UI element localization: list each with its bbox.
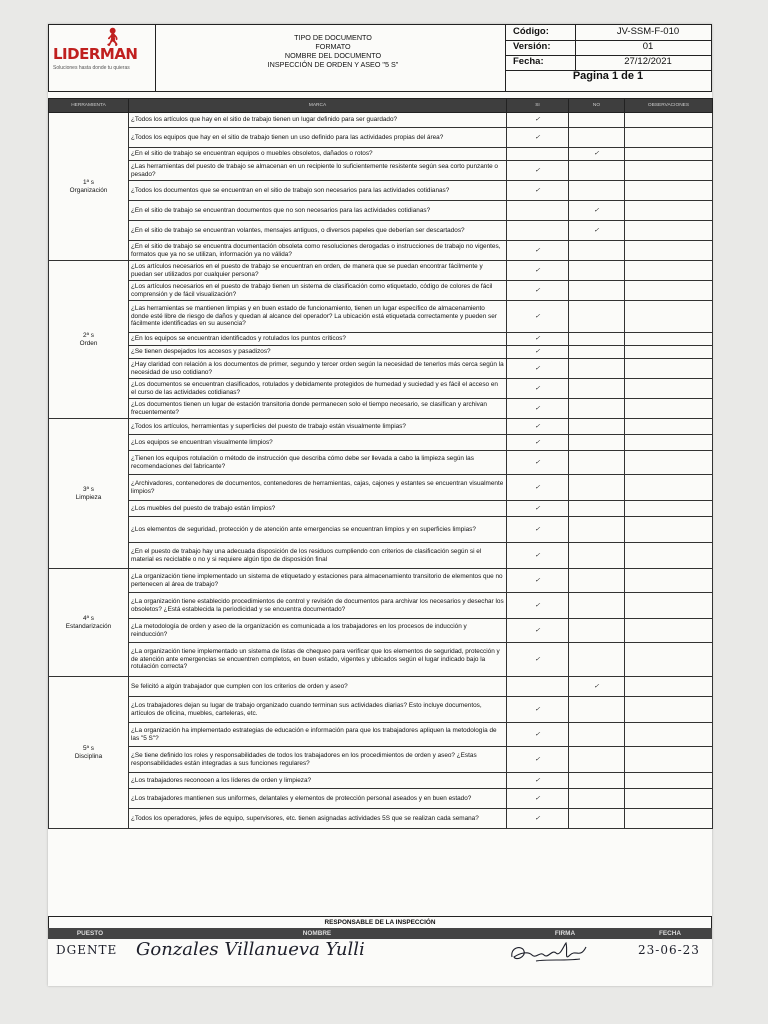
observaciones-cell bbox=[625, 241, 713, 261]
si-check-cell: ✓ bbox=[507, 399, 569, 419]
si-check-cell: ✓ bbox=[507, 113, 569, 128]
no-check-cell bbox=[569, 399, 625, 419]
observaciones-cell bbox=[625, 747, 713, 773]
firma-label: FIRMA bbox=[554, 930, 576, 937]
no-check-cell bbox=[569, 773, 625, 789]
observaciones-cell bbox=[625, 221, 713, 241]
question-cell: ¿En el sitio de trabajo se encuentra documentación obsoleta como resoluciones derogadas o instrucciones de trabajo no vigentes, formatos que ya no se utilizan, información ya no válida? bbox=[129, 241, 507, 261]
table-row bbox=[49, 809, 713, 829]
doc-type: FORMATO bbox=[315, 42, 351, 51]
question-cell: Se felicitó a algún trabajador que cumplen con los criterios de orden y aseo? bbox=[129, 677, 507, 697]
table-row bbox=[49, 773, 713, 789]
observaciones-cell bbox=[625, 379, 713, 399]
company-logo bbox=[53, 27, 141, 85]
question-cell: ¿Los trabajadores reconocen a los líderes de orden y limpieza? bbox=[129, 773, 507, 789]
question-cell: ¿Se tiene definido los roles y responsabilidades de todos los trabajadores en los procedimientos de orden y aseo? ¿Estas responsabilidades están integradas a sus funciones regulares? bbox=[129, 747, 507, 773]
si-check-cell: ✓ bbox=[507, 619, 569, 643]
col-si: SI bbox=[507, 99, 569, 113]
observaciones-cell bbox=[625, 809, 713, 829]
col-no: NO bbox=[569, 99, 625, 113]
table-row bbox=[49, 148, 713, 161]
question-cell: ¿Todos los equipos que hay en el sitio de trabajo tienen un uso definido para las actividades propias del área? bbox=[129, 128, 507, 148]
responsible-values bbox=[48, 939, 712, 967]
observaciones-cell bbox=[625, 773, 713, 789]
table-row bbox=[49, 643, 713, 677]
table-row bbox=[49, 789, 713, 809]
table-row bbox=[49, 161, 713, 181]
fecha-value: 23-06-23 bbox=[638, 943, 700, 957]
si-check-cell: ✓ bbox=[507, 569, 569, 593]
codigo-row: Código: JV-SSM-F-010 bbox=[505, 25, 711, 41]
signature bbox=[506, 939, 598, 967]
no-check-cell bbox=[569, 161, 625, 181]
codigo-value: JV-SSM-F-010 bbox=[616, 26, 680, 37]
observaciones-cell bbox=[625, 333, 713, 346]
puesto-value: DGENTE bbox=[56, 943, 118, 957]
question-cell: ¿La organización tiene establecido procedimientos de control y revisión de documentos para archivar los necesarios y desechar los obsoletos? ¿Está establecida la periodicidad y se encuentra documentado? bbox=[129, 593, 507, 619]
question-cell: ¿En el sitio de trabajo se encuentran equipos o muebles obsoletos, dañados o rotos? bbox=[129, 148, 507, 161]
responsible-header bbox=[48, 928, 712, 939]
observaciones-cell bbox=[625, 475, 713, 501]
observaciones-cell bbox=[625, 128, 713, 148]
question-cell: ¿Las herramientas se mantienen limpias y en buen estado de funcionamiento, tienen un lugar específico de almacenamiento donde esté libre de riesgo de daños y quedan al alcance del operador? La ubicación está etiquetada correctamente y pueden ser fácilmente identificadas en su ausencia? bbox=[129, 301, 507, 333]
question-cell: ¿En el puesto de trabajo hay una adecuada disposición de los residuos cumpliendo con criterios de clasificación según si el material es reciclable o no y si requiere algún tipo de disposición final bbox=[129, 543, 507, 569]
no-check-cell bbox=[569, 419, 625, 435]
table-row bbox=[49, 569, 713, 593]
no-check-cell bbox=[569, 333, 625, 346]
table-row bbox=[49, 517, 713, 543]
table-row bbox=[49, 201, 713, 221]
document-header bbox=[48, 24, 712, 92]
observaciones-cell bbox=[625, 201, 713, 221]
no-check-cell bbox=[569, 241, 625, 261]
question-cell: ¿Los muebles del puesto de trabajo están limpios? bbox=[129, 501, 507, 517]
table-row bbox=[49, 723, 713, 747]
question-cell: ¿Las herramientas del puesto de trabajo se almacenan en un recipiente lo suficientemente resistente según sea corto punzante o pesado? bbox=[129, 161, 507, 181]
table-row bbox=[49, 128, 713, 148]
table-row bbox=[49, 399, 713, 419]
observaciones-cell bbox=[625, 619, 713, 643]
question-cell: ¿Se tienen despejados los accesos y pasadizos? bbox=[129, 346, 507, 359]
no-check-cell bbox=[569, 569, 625, 593]
logo-tagline: Soluciones hasta donde tu quieras bbox=[53, 65, 130, 71]
no-check-cell bbox=[569, 128, 625, 148]
table-row bbox=[49, 181, 713, 201]
observaciones-cell bbox=[625, 148, 713, 161]
inspection-table bbox=[48, 98, 713, 829]
question-cell: ¿En los equipos se encuentran identificados y rotulados los puntos críticos? bbox=[129, 333, 507, 346]
observaciones-cell bbox=[625, 435, 713, 451]
si-check-cell bbox=[507, 148, 569, 161]
no-check-cell bbox=[569, 359, 625, 379]
observaciones-cell bbox=[625, 281, 713, 301]
si-check-cell: ✓ bbox=[507, 181, 569, 201]
si-check-cell: ✓ bbox=[507, 501, 569, 517]
table-row bbox=[49, 113, 713, 128]
si-check-cell: ✓ bbox=[507, 261, 569, 281]
question-cell: ¿Todos los operadores, jefes de equipo, supervisores, etc. tienen asignadas actividades 5S que se realizan cada semana? bbox=[129, 809, 507, 829]
no-check-cell bbox=[569, 281, 625, 301]
no-check-cell bbox=[569, 697, 625, 723]
observaciones-cell bbox=[625, 501, 713, 517]
category-cell: 1ª s Organización bbox=[49, 113, 129, 261]
no-check-cell bbox=[569, 543, 625, 569]
nombre-value: Gonzales Villanueva Yulli bbox=[136, 939, 365, 960]
si-check-cell: ✓ bbox=[507, 789, 569, 809]
si-check-cell: ✓ bbox=[507, 809, 569, 829]
si-check-cell bbox=[507, 221, 569, 241]
observaciones-cell bbox=[625, 543, 713, 569]
si-check-cell: ✓ bbox=[507, 359, 569, 379]
no-check-cell bbox=[569, 301, 625, 333]
si-check-cell bbox=[507, 201, 569, 221]
si-check-cell: ✓ bbox=[507, 379, 569, 399]
nombre-label: NOMBRE bbox=[302, 930, 332, 937]
observaciones-cell bbox=[625, 181, 713, 201]
category-cell: 2ª s Orden bbox=[49, 261, 129, 419]
observaciones-cell bbox=[625, 161, 713, 181]
question-cell: ¿Todos los artículos, herramientas y superficies del puesto de trabajo están visualmente limpias? bbox=[129, 419, 507, 435]
observaciones-cell bbox=[625, 301, 713, 333]
si-check-cell: ✓ bbox=[507, 451, 569, 475]
si-check-cell: ✓ bbox=[507, 346, 569, 359]
question-cell: ¿Los documentos se encuentran clasificados, rotulados y debidamente protegidos de humedad y suciedad y es fácil el acceso en el curso de las actividades cotidianas? bbox=[129, 379, 507, 399]
question-cell: ¿La organización tiene implementado un sistema de etiquetado y estaciones para almacenamiento transitorio de elementos que no pertenecen al área de trabajo? bbox=[129, 569, 507, 593]
table-row bbox=[49, 451, 713, 475]
si-check-cell: ✓ bbox=[507, 543, 569, 569]
si-check-cell: ✓ bbox=[507, 697, 569, 723]
document-sheet bbox=[48, 24, 712, 986]
observaciones-cell bbox=[625, 261, 713, 281]
table-row bbox=[49, 747, 713, 773]
table-row bbox=[49, 346, 713, 359]
si-check-cell: ✓ bbox=[507, 419, 569, 435]
question-cell: ¿La metodología de orden y aseo de la organización es comunicada a los trabajadores en los procesos de inducción y reinducción? bbox=[129, 619, 507, 643]
no-check-cell: ✓ bbox=[569, 148, 625, 161]
header-divider bbox=[155, 25, 156, 91]
question-cell: ¿La organización ha implementado estrategias de educación e información para que los trabajadores apliquen la metodología de las "5 S"? bbox=[129, 723, 507, 747]
col-observaciones: OBSERVACIONES bbox=[625, 99, 713, 113]
table-row bbox=[49, 261, 713, 281]
responsible-title: RESPONSABLE DE LA INSPECCIÓN bbox=[48, 916, 712, 928]
no-check-cell bbox=[569, 501, 625, 517]
no-check-cell bbox=[569, 593, 625, 619]
question-cell: ¿Archivadores, contenedores de documentos, contenedores de herramientas, cajas, cajones y estantes se encuentran visualmente limpios? bbox=[129, 475, 507, 501]
si-check-cell: ✓ bbox=[507, 747, 569, 773]
table-row bbox=[49, 301, 713, 333]
question-cell: ¿En el sitio de trabajo se encuentran volantes, mensajes antiguos, o diversos papeles que deberían ser descartados? bbox=[129, 221, 507, 241]
table-row bbox=[49, 435, 713, 451]
category-cell: 4ª s Estandarización bbox=[49, 569, 129, 677]
no-check-cell bbox=[569, 619, 625, 643]
question-cell: ¿Los trabajadores mantienen sus uniformes, delantales y elementos de protección personal aseados y en buen estado? bbox=[129, 789, 507, 809]
question-cell: ¿Los trabajadores dejan su lugar de trabajo organizado cuando terminan sus actividades diarias? Esto incluye documentos, artículos de oficina, muebles, carteleras, etc. bbox=[129, 697, 507, 723]
no-check-cell: ✓ bbox=[569, 677, 625, 697]
no-check-cell bbox=[569, 517, 625, 543]
observaciones-cell bbox=[625, 723, 713, 747]
question-cell: ¿Los documentos tienen un lugar de estación transitoria donde permanecen solo el tiempo necesario, se clasifican y archivan frecuentemente? bbox=[129, 399, 507, 419]
observaciones-cell bbox=[625, 677, 713, 697]
table-row bbox=[49, 677, 713, 697]
table-row bbox=[49, 379, 713, 399]
question-cell: ¿La organización tiene implementado un sistema de listas de chequeo para verificar que los elementos de seguridad, protección y de atención ante emergencias se encuentren completos, en buen estado, vigentes y ubicados según el lugar indicado bajo la rotulación correcta? bbox=[129, 643, 507, 677]
question-cell: ¿Los elementos de seguridad, protección y de atención ante emergencias se encuentran limpios y en superficies limpias? bbox=[129, 517, 507, 543]
col-marca: MARCA bbox=[129, 99, 507, 113]
table-row bbox=[49, 501, 713, 517]
si-check-cell: ✓ bbox=[507, 517, 569, 543]
si-check-cell: ✓ bbox=[507, 301, 569, 333]
document-title-block bbox=[157, 33, 509, 69]
inspection-responsible-block bbox=[48, 916, 712, 967]
si-check-cell: ✓ bbox=[507, 128, 569, 148]
si-check-cell bbox=[507, 677, 569, 697]
observaciones-cell bbox=[625, 113, 713, 128]
col-herramienta: HERRAMIENTA bbox=[49, 99, 129, 113]
puesto-label: PUESTO bbox=[76, 930, 104, 937]
question-cell: ¿Los equipos se encuentran visualmente limpios? bbox=[129, 435, 507, 451]
no-check-cell bbox=[569, 181, 625, 201]
table-header-row bbox=[49, 99, 713, 113]
table-row bbox=[49, 543, 713, 569]
no-check-cell bbox=[569, 643, 625, 677]
table-row bbox=[49, 593, 713, 619]
fecha-label: FECHA bbox=[658, 930, 681, 937]
no-check-cell bbox=[569, 451, 625, 475]
table-row bbox=[49, 281, 713, 301]
question-cell: ¿Hay claridad con relación a los documentos de primer, segundo y tercer orden según la necesidad de tenerlos más cerca según la necesidad de uso cotidiano? bbox=[129, 359, 507, 379]
si-check-cell: ✓ bbox=[507, 723, 569, 747]
table-row bbox=[49, 241, 713, 261]
observaciones-cell bbox=[625, 451, 713, 475]
si-check-cell: ✓ bbox=[507, 435, 569, 451]
table-row bbox=[49, 419, 713, 435]
observaciones-cell bbox=[625, 359, 713, 379]
no-check-cell bbox=[569, 346, 625, 359]
doc-name: INSPECCIÓN DE ORDEN Y ASEO "5 S" bbox=[267, 60, 399, 69]
observaciones-cell bbox=[625, 569, 713, 593]
question-cell: ¿Todos los artículos que hay en el sitio de trabajo tienen un lugar definido para ser guardado? bbox=[129, 113, 507, 128]
si-check-cell: ✓ bbox=[507, 333, 569, 346]
person-icon: 🚶︎ bbox=[101, 27, 124, 47]
table-row bbox=[49, 619, 713, 643]
si-check-cell: ✓ bbox=[507, 241, 569, 261]
no-check-cell: ✓ bbox=[569, 201, 625, 221]
fecha-row: Fecha: 27/12/2021 bbox=[505, 55, 711, 71]
doc-name-label: NOMBRE DEL DOCUMENTO bbox=[284, 51, 382, 60]
no-check-cell bbox=[569, 723, 625, 747]
question-cell: ¿Los artículos necesarios en el puesto de trabajo tienen un sistema de clasificación como etiquetado, código de colores de fácil comprensión y de fácil visualización? bbox=[129, 281, 507, 301]
category-cell: 5ª s Disciplina bbox=[49, 677, 129, 829]
table-row bbox=[49, 697, 713, 723]
question-cell: ¿Tienen los equipos rotulación o método de instrucción que describa cómo debe ser llevada a cabo la limpieza según las recomendaciones del fabricante? bbox=[129, 451, 507, 475]
table-row bbox=[49, 221, 713, 241]
si-check-cell: ✓ bbox=[507, 593, 569, 619]
question-cell: ¿Los artículos necesarios en el puesto de trabajo se encuentran en orden, de manera que se puedan encontrar fácilmente y puedan ser utilizados por cualquier persona? bbox=[129, 261, 507, 281]
table-row bbox=[49, 333, 713, 346]
si-check-cell: ✓ bbox=[507, 475, 569, 501]
logo-text: LIDERMAN bbox=[53, 45, 138, 63]
page-number: Pagina 1 de 1 bbox=[572, 70, 644, 82]
si-check-cell: ✓ bbox=[507, 773, 569, 789]
observaciones-cell bbox=[625, 697, 713, 723]
no-check-cell bbox=[569, 747, 625, 773]
table-row bbox=[49, 475, 713, 501]
table-row bbox=[49, 359, 713, 379]
observaciones-cell bbox=[625, 517, 713, 543]
fecha-value: 27/12/2021 bbox=[624, 56, 672, 67]
no-check-cell bbox=[569, 113, 625, 128]
observaciones-cell bbox=[625, 593, 713, 619]
no-check-cell bbox=[569, 809, 625, 829]
no-check-cell bbox=[569, 261, 625, 281]
question-cell: ¿En el sitio de trabajo se encuentran documentos que no son necesarios para las actividades cotidianas? bbox=[129, 201, 507, 221]
si-check-cell: ✓ bbox=[507, 643, 569, 677]
no-check-cell: ✓ bbox=[569, 221, 625, 241]
si-check-cell: ✓ bbox=[507, 281, 569, 301]
question-cell: ¿Todos los documentos que se encuentran en el sitio de trabajo son necesarios para las actividades cotidianas? bbox=[129, 181, 507, 201]
no-check-cell bbox=[569, 475, 625, 501]
version-value: 01 bbox=[642, 41, 654, 52]
observaciones-cell bbox=[625, 399, 713, 419]
category-cell: 3ª s Limpieza bbox=[49, 419, 129, 569]
no-check-cell bbox=[569, 435, 625, 451]
observaciones-cell bbox=[625, 419, 713, 435]
no-check-cell bbox=[569, 379, 625, 399]
si-check-cell: ✓ bbox=[507, 161, 569, 181]
observaciones-cell bbox=[625, 643, 713, 677]
doc-type-label: TIPO DE DOCUMENTO bbox=[294, 33, 372, 42]
observaciones-cell bbox=[625, 789, 713, 809]
version-row: Versión: 01 bbox=[505, 40, 711, 56]
no-check-cell bbox=[569, 789, 625, 809]
observaciones-cell bbox=[625, 346, 713, 359]
